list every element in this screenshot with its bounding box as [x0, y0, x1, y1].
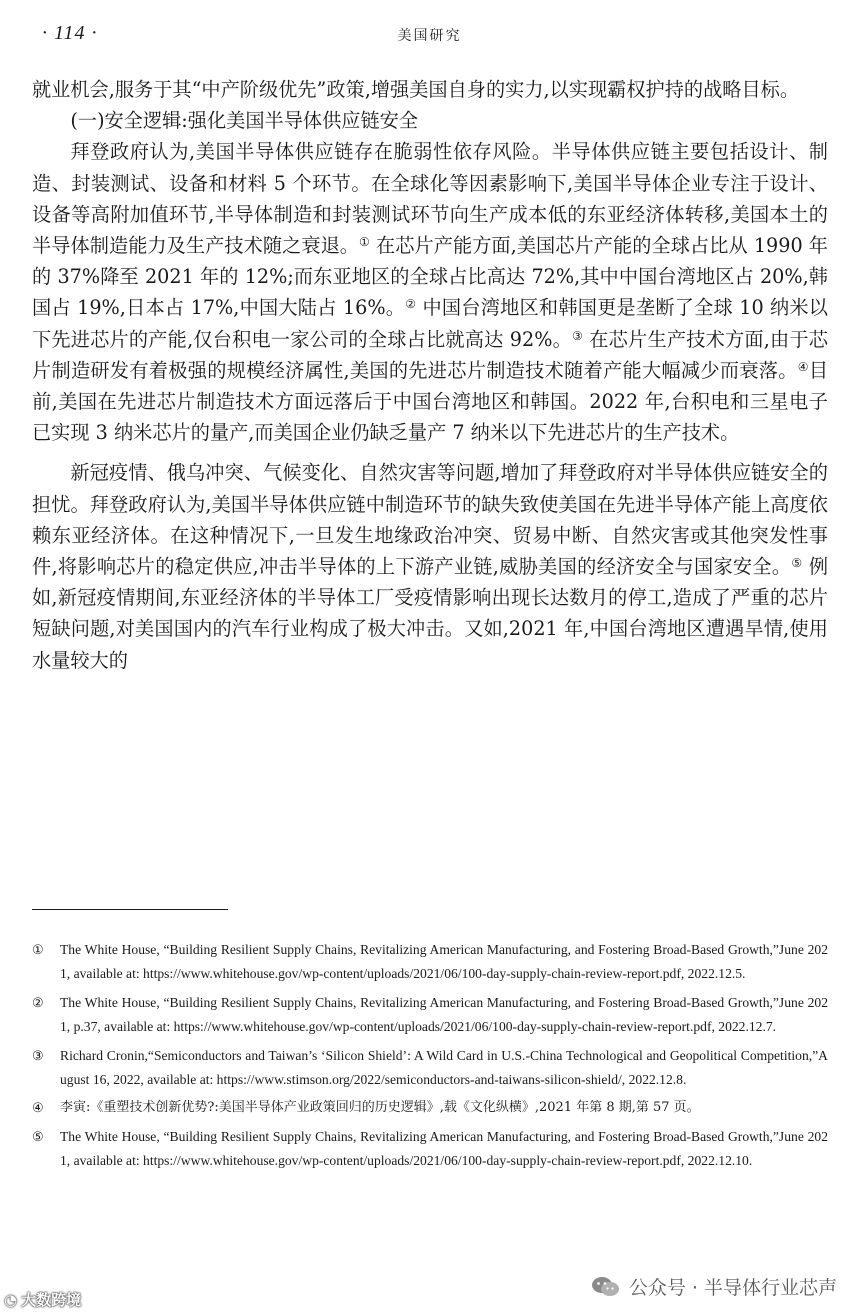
footnote-text: Richard Cronin,“Semiconductors and Taiwan’s ‘Silicon Shield’: A Wild Card in U.S.-China Technological and Geopolitical Competition,”August 16, 2022, available at: https://www.stimson.org/2022/semiconductors-and-taiwans-silicon-shield/, 2022.12.8.: [60, 1047, 828, 1088]
footnote: [32, 991, 828, 1040]
page-number: · 114 ·: [42, 22, 98, 44]
paragraph: [32, 136, 828, 448]
text-span: 目前,美国在先进芯片制造技术方面远落后于中国台湾地区和韩国。2022 年,台积电和三星电子已实现 3 纳米芯片的量产,而美国企业仍缺乏量产 7 纳米以下先进芯片的生产技术。: [32, 358, 828, 445]
footnote-mark: ②: [32, 994, 44, 1010]
footnote: [32, 1096, 828, 1120]
watermark-right: [591, 1273, 837, 1300]
text-span: 例如,新冠疫情期间,东亚经济体的半导体工厂受疫情影响出现长达数月的停工,造成了严重的芯片短缺问题,对美国国内的汽车行业构成了极大冲击。又如,2021 年,中国台湾地区遭遇旱情,使用水量较大的: [32, 555, 829, 672]
text-span: 在芯片生产技术方面,由于芯片制造研发有着极强的规模经济属性,美国的先进芯片制造技术随着产能大幅减少而衰落。: [32, 327, 828, 382]
footnote-ref[interactable]: ③: [572, 328, 583, 343]
footnotes: [32, 938, 828, 1178]
section-heading: (一)安全逻辑:强化美国半导体供应链安全: [70, 109, 419, 133]
footnote-ref[interactable]: ④: [797, 359, 809, 374]
footnote-ref[interactable]: ⑤: [791, 556, 803, 571]
paragraph: [32, 457, 828, 675]
footnote: [32, 938, 828, 987]
footnote-text: The White House, “Building Resilient Supply Chains, Revitalizing American Manufacturing, and Fostering Broad-Based Growth,”June 2021, available at: https://www.whitehouse.gov/wp-content/uploads/2021/06/100-day-supply-chain-review-report.pdf, 2022.12.5.: [60, 942, 828, 982]
footnote-mark: ①: [32, 942, 44, 957]
watermark-right-text: 公众号 · 半导体行业芯声: [628, 1277, 837, 1299]
body-text: [32, 74, 828, 676]
footnote-mark: ⑤: [32, 1128, 44, 1144]
page-header: [32, 22, 827, 50]
footnote-text: 李寅:《重塑技术创新优势?:美国半导体产业政策回归的历史逻辑》,载《文化纵横》,2021 年第 8 期,第 57 页。: [60, 1100, 700, 1116]
running-head: 美国研究: [397, 28, 462, 44]
watermark-left: [4, 1289, 81, 1310]
text-span: 拜登政府认为,美国半导体供应链存在脆弱性依存风险。半导体供应链主要包括设计、制造、封装测试、设备和材料 5 个环节。在全球化等因素影响下,美国半导体企业专注于设计、设备等高附加值环节,半导体制造和封装测试环节向生产成本低的东亚经济体转移,美国本土的半导体制造能力及生产技术随之衰退。: [32, 140, 828, 258]
footnote-rule: [32, 909, 228, 910]
footnote: [32, 1044, 828, 1093]
footnote: [32, 1125, 828, 1174]
footnote-ref[interactable]: ②: [405, 297, 417, 312]
watermark-left-text: 大数跨境: [21, 1291, 82, 1309]
paragraph-continued: 就业机会,服务于其“中产阶级优先”政策,增强美国自身的实力,以实现霸权护持的战略目标。: [32, 78, 800, 101]
footnote-text: The White House, “Building Resilient Supply Chains, Revitalizing American Manufacturing, and Fostering Broad-Based Growth,”June 2021, p.37, available at: https://www.whitehouse.gov/wp-content/uploads/2021/06/100-day-supply-chain-review-report.pdf, 2022.12.7.: [60, 994, 828, 1035]
text-span: 中国台湾地区和韩国更是垄断了全球 10 纳米以下先进芯片的产能,仅台积电一家公司的全球占比就高达 92%。: [32, 296, 828, 351]
footnote-ref[interactable]: ①: [359, 235, 370, 250]
text-span: 新冠疫情、俄乌冲突、气候变化、自然灾害等问题,增加了拜登政府对半导体供应链安全的担忧。拜登政府认为,美国半导体供应链中制造环节的缺失致使美国在先进半导体产能上高度依赖东亚经济体。在这种情况下,一旦发生地缘政治冲突、贸易中断、自然灾害或其他突发性事件,将影响芯片的稳定供应,冲击半导体的上下游产业链,威胁美国的经济安全与国家安全。: [32, 461, 828, 579]
text-span: 在芯片产能方面,美国芯片产能的全球占比从 1990 年的 37%降至 2021 年的 12%;而东亚地区的全球占比高达 72%,其中中国台湾地区占 20%,韩国占 19%,日本占 17%,中国大陆占 16%。: [32, 234, 828, 320]
footnote-text: The White House, “Building Resilient Supply Chains, Revitalizing American Manufacturing, and Fostering Broad-Based Growth,”June 2021, available at: https://www.whitehouse.gov/wp-content/uploads/2021/06/100-day-supply-chain-review-report.pdf, 2022.12.10.: [60, 1128, 828, 1169]
wechat-icon: [591, 1276, 621, 1298]
footnote-mark: ④: [32, 1100, 44, 1116]
brand-icon: ◔: [4, 1290, 18, 1309]
footnote-mark: ③: [32, 1047, 44, 1063]
